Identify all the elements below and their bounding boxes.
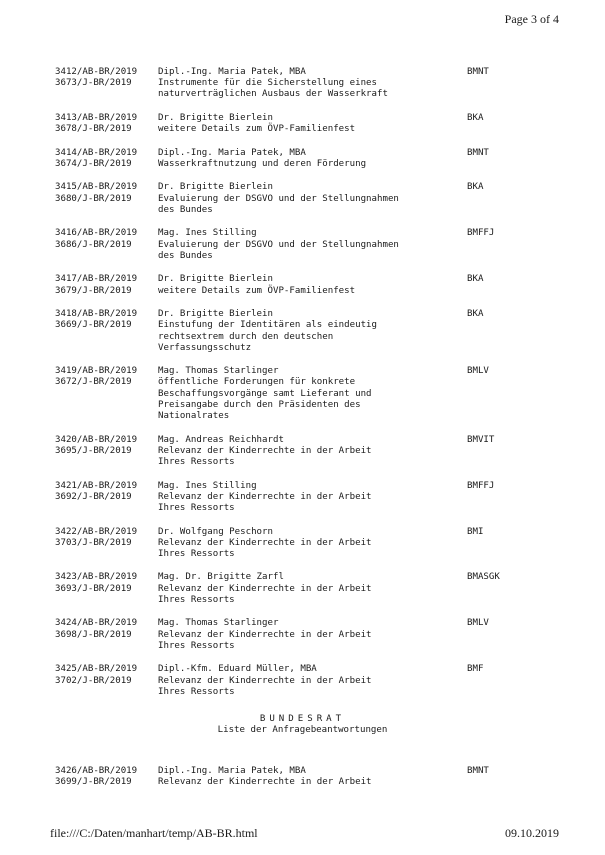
entry-text [158,113,458,135]
list-item [55,618,575,652]
subject-line: Ihres Ressorts [158,686,235,697]
respondent-name: Dr. Brigitte Bierlein [158,309,273,320]
list-item [55,527,575,561]
subject-line: Evaluierung der DSGVO und der Stellungnahmen [158,239,399,250]
entry-text [158,274,458,296]
respondent-name: Dr. Brigitte Bierlein [158,112,273,123]
entry-row [55,766,575,788]
entry-ids [55,148,158,170]
entry-row [55,366,575,422]
entry-row [55,67,575,101]
j-number: 3699/J-BR/2019 [55,777,132,788]
list-item [55,572,575,606]
entry-row [55,435,575,469]
entry-ids [55,113,158,135]
ab-number: 3422/AB-BR/2019 [55,526,138,537]
entry-row [55,148,575,170]
subject-line: Relevanz der Kinderrechte in der Arbeit [158,491,372,502]
ab-number: 3413/AB-BR/2019 [55,112,138,123]
subject-line: des Bundes [158,204,213,215]
subject-line: weitere Details zum ÖVP-Familienfest [158,285,356,296]
subject-line: Relevanz der Kinderrechte in der Arbeit [158,583,372,594]
j-number: 3702/J-BR/2019 [55,675,132,686]
respondent-name: Dr. Brigitte Bierlein [158,274,273,285]
entry-row [55,274,575,296]
respondent-name: Dipl.-Ing. Maria Patek, MBA [158,67,306,77]
ab-number: 3417/AB-BR/2019 [55,274,138,285]
entry-text [158,766,458,788]
entry-ids [55,572,158,606]
list-item [55,182,575,216]
subject-line: Ihres Ressorts [158,594,235,605]
subject-line: Relevanz der Kinderrechte in der Arbeit [158,777,372,788]
entry-row [55,113,575,135]
j-number: 3680/J-BR/2019 [55,193,132,204]
j-number: 3679/J-BR/2019 [55,285,132,296]
respondent-name: Mag. Ines Stilling [158,228,257,239]
ministry-code: BMLV [467,366,489,377]
list-item [55,67,575,101]
respondent-name: Mag. Andreas Reichhardt [158,434,284,445]
entry-row [55,309,575,354]
ministry-code: BKA [467,112,484,123]
ministry-code: BMLV [467,618,489,629]
entry-text [158,67,458,101]
entry-text [158,148,458,170]
j-number: 3674/J-BR/2019 [55,158,132,169]
j-number: 3698/J-BR/2019 [55,629,132,640]
subject-line: Nationalrates [158,411,230,422]
ab-number: 3426/AB-BR/2019 [55,766,138,776]
ab-number: 3420/AB-BR/2019 [55,434,138,445]
subject-line: Relevanz der Kinderrechte in der Arbeit [158,537,372,548]
respondent-name: Mag. Dr. Brigitte Zarfl [158,572,284,583]
respondent-name: Dipl.-Ing. Maria Patek, MBA [158,766,306,776]
j-number: 3703/J-BR/2019 [55,537,132,548]
answer-list-continued [55,766,575,801]
j-number: 3686/J-BR/2019 [55,239,132,250]
ministry-code: BMNT [467,766,489,776]
entry-text [158,481,458,515]
entry-row [55,182,575,216]
entry-text [158,572,458,606]
entry-text [158,527,458,561]
section-heading [0,714,605,736]
subject-line: Ihres Ressorts [158,502,235,513]
entry-ids [55,67,158,101]
answer-list [55,67,575,710]
ministry-code: BMF [467,664,484,675]
ab-number: 3424/AB-BR/2019 [55,618,138,629]
subject-line: Relevanz der Kinderrechte in der Arbeit [158,629,372,640]
subject-line: Relevanz der Kinderrechte in der Arbeit [158,675,372,686]
ab-number: 3416/AB-BR/2019 [55,228,138,239]
ministry-code: BMI [467,526,484,537]
list-item [55,766,575,788]
ministry-code: BMVIT [467,434,495,445]
entry-text [158,182,458,216]
entry-ids [55,366,158,422]
subject-line: des Bundes [158,250,213,261]
list-item [55,664,575,698]
j-number: 3678/J-BR/2019 [55,124,132,135]
subject-line: öffentliche Forderungen für konkrete [158,377,356,388]
j-number: 3692/J-BR/2019 [55,491,132,502]
j-number: 3669/J-BR/2019 [55,320,132,331]
subject-line: naturverträglichen Ausbaus der Wasserkraft [158,89,388,100]
subject-line: Beschaffungsvorgänge samt Lieferant und [158,388,372,399]
entry-row [55,664,575,698]
subject-line: Preisangabe durch den Präsidenten des [158,399,361,410]
respondent-name: Dipl.-Ing. Maria Patek, MBA [158,147,306,158]
entry-text [158,618,458,652]
entry-ids [55,618,158,652]
entry-ids [55,182,158,216]
subject-line: Relevanz der Kinderrechte in der Arbeit [158,445,372,456]
ministry-code: BMNT [467,67,489,77]
entry-ids [55,664,158,698]
entry-text [158,435,458,469]
list-item [55,148,575,170]
respondent-name: Dr. Wolfgang Peschorn [158,526,273,537]
subject-line: Instrumente für die Sicherstellung eines [158,78,377,89]
subject-line: Verfassungsschutz [158,342,252,353]
ministry-code: BMASGK [467,572,500,583]
ab-number: 3412/AB-BR/2019 [55,67,138,77]
entry-text [158,228,458,262]
subject-line: Ihres Ressorts [158,548,235,559]
subject-line: Wasserkraftnutzung und deren Förderung [158,158,367,169]
list-item [55,481,575,515]
list-item [55,274,575,296]
list-item [55,435,575,469]
ab-number: 3421/AB-BR/2019 [55,480,138,491]
j-number: 3695/J-BR/2019 [55,445,132,456]
j-number: 3673/J-BR/2019 [55,78,132,89]
list-item [55,366,575,422]
list-item [55,113,575,135]
page-number: Page 3 of 4 [504,12,559,26]
entry-ids [55,766,158,788]
entry-ids [55,309,158,354]
subject-line: Evaluierung der DSGVO und der Stellungnahmen [158,193,399,204]
ministry-code: BKA [467,274,484,285]
subject-line: Einstufung der Identitären als eindeutig [158,320,377,331]
entry-row [55,618,575,652]
entry-ids [55,481,158,515]
list-item [55,228,575,262]
subject-line: weitere Details zum ÖVP-Familienfest [158,124,356,135]
ab-number: 3419/AB-BR/2019 [55,366,138,377]
ministry-code: BMFFJ [467,480,495,491]
section-title: BUNDESRAT [259,714,346,724]
subject-line: rechtsextrem durch den deutschen [158,331,334,342]
ministry-code: BMFFJ [467,228,495,239]
entry-ids [55,435,158,469]
entry-text [158,664,458,698]
ab-number: 3415/AB-BR/2019 [55,182,138,193]
respondent-name: Dr. Brigitte Bierlein [158,182,273,193]
list-item [55,309,575,354]
respondent-name: Dipl.-Kfm. Eduard Müller, MBA [158,664,317,675]
file-path: file:///C:/Daten/manhart/temp/AB-BR.html [50,826,258,840]
subject-line: Ihres Ressorts [158,640,235,651]
entry-text [158,309,458,354]
ministry-code: BKA [467,309,484,320]
section-subtitle: Liste der Anfragebeantwortungen [217,725,388,736]
respondent-name: Mag. Thomas Starlinger [158,618,279,629]
entry-row [55,228,575,262]
entry-text [158,366,458,422]
entry-row [55,527,575,561]
ministry-code: BKA [467,182,484,193]
ab-number: 3423/AB-BR/2019 [55,572,138,583]
ministry-code: BMNT [467,147,489,158]
ab-number: 3425/AB-BR/2019 [55,664,138,675]
respondent-name: Mag. Ines Stilling [158,480,257,491]
respondent-name: Mag. Thomas Starlinger [158,366,279,377]
subject-line: Ihres Ressorts [158,457,235,467]
j-number: 3693/J-BR/2019 [55,583,132,594]
entry-ids [55,228,158,262]
entry-row [55,481,575,515]
ab-number: 3418/AB-BR/2019 [55,309,138,320]
entry-ids [55,274,158,296]
print-date: 09.10.2019 [505,826,559,840]
entry-ids [55,527,158,561]
ab-number: 3414/AB-BR/2019 [55,147,138,158]
j-number: 3672/J-BR/2019 [55,377,132,388]
